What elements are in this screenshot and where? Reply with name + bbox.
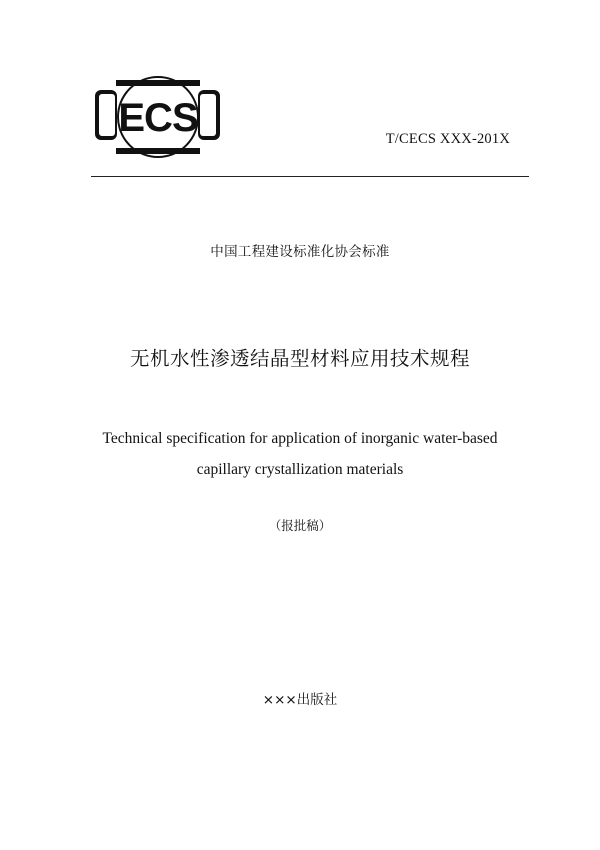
logo-left-inner bbox=[99, 94, 115, 136]
cecs-logo bbox=[94, 76, 222, 158]
header-divider bbox=[91, 176, 529, 177]
logo-letters: ECS bbox=[118, 96, 198, 140]
logo-bottom-bar bbox=[116, 148, 200, 154]
cecs-logo-graphic bbox=[94, 76, 222, 158]
publisher-name: ×××出版社 bbox=[262, 692, 338, 708]
document-title-english-line-2: capillary crystallization materials bbox=[196, 461, 404, 478]
standard-code: T/CECS XXX-201X bbox=[385, 131, 510, 147]
document-title-english-line-1: Technical specification for application of inorganic water-based bbox=[102, 430, 498, 447]
logo-right-inner bbox=[200, 94, 216, 136]
document-title-chinese: 无机水性渗透结晶型材料应用技术规程 bbox=[129, 347, 470, 370]
association-name: 中国工程建设标准化协会标准 bbox=[210, 244, 390, 260]
logo-top-bar bbox=[116, 80, 200, 86]
draft-status: （报批稿） bbox=[268, 518, 332, 533]
